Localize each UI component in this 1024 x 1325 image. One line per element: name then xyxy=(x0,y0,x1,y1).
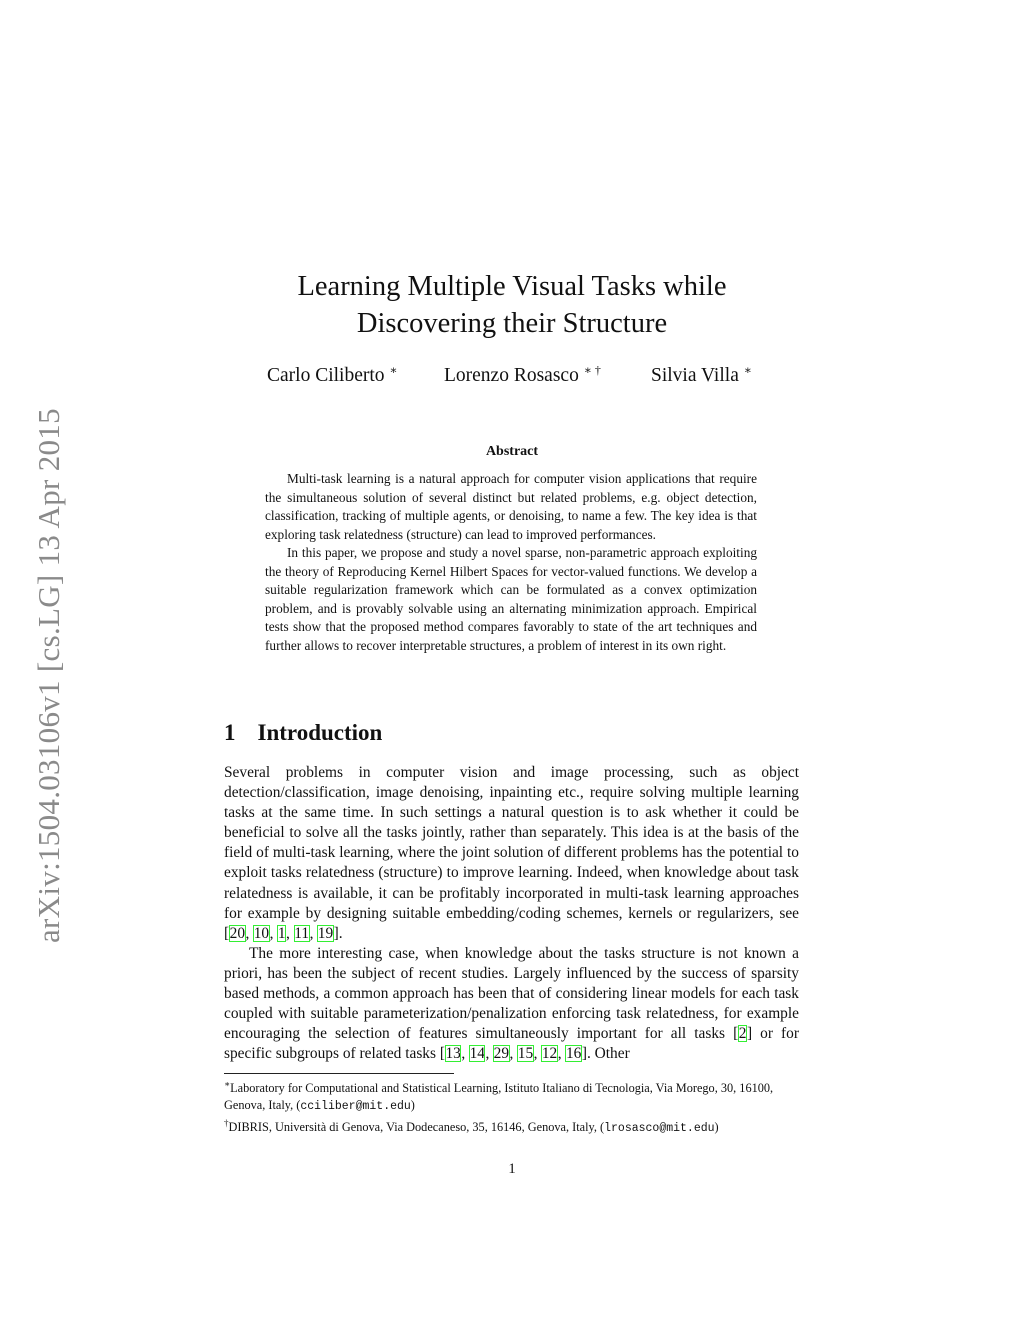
page-number: 1 xyxy=(508,1161,516,1177)
citation-link[interactable]: 12 xyxy=(541,1045,558,1063)
citation-link[interactable]: 14 xyxy=(469,1045,485,1063)
section-heading xyxy=(224,720,382,746)
section-number: 1 xyxy=(224,720,236,745)
intro-p1-text: Several problems in computer vision and image processing, such as object detection/classification, image denoising, inpainting etc., require solving multiple learning tasks at the same time. In such settings a natural question is to ask whether it could be beneficial to solve all the tasks jointly, rather than separately. This idea is at the basis of the field of multi-task learning, where the joint solution of different problems has the potential to exploit tasks relatedness (structure) to improve learning. Indeed, when knowledge about task relatedness is available, it can be profitably incorporated in multi-task learning approaches for example by designing suitable embedding/coding schemes, kernels or regularizers, see [ xyxy=(224,764,799,942)
citation-link[interactable]: 10 xyxy=(253,924,270,942)
footnote-2 xyxy=(224,1115,799,1138)
author-2-affiliation-mark: ∗ † xyxy=(583,363,601,377)
intro-p2-end: ]. Other xyxy=(581,1045,630,1063)
citation-link[interactable]: 19 xyxy=(317,924,334,942)
author-3-affiliation-mark: ∗ xyxy=(743,363,752,377)
author-3-name: Silvia Villa xyxy=(651,365,739,386)
section-title: Introduction xyxy=(257,720,383,745)
footnote-1-close: ) xyxy=(410,1097,415,1112)
footnote-1 xyxy=(224,1076,799,1115)
arxiv-identifier-sidebar: arXiv:1504.03106v1 [cs.LG] 13 Apr 2015 xyxy=(31,408,66,943)
author-1-affiliation-mark: ∗ xyxy=(389,363,398,377)
abstract-paragraph-1: Multi-task learning is a natural approach for computer vision applications that require the simultaneous solution of several distinct but related problems, e.g. object detection, classification, tracking of multiple agents, or denoising, to name a few. The key idea is that exploring task relatedness (structure) can lead to improved performances. xyxy=(265,471,757,542)
intro-p2-text: The more interesting case, when knowledge about the tasks structure is not known a priori, has been the subject of recent studies. Largely influenced by the success of sparsity based methods, a common approach has been that of considering linear models for each task coupled with suitable parameterization/penalization enforcing task relatedness, for example encouraging the selection of features simultaneously important for all tasks [ xyxy=(224,944,799,1043)
author-1-name: Carlo Ciliberto xyxy=(267,365,385,386)
citation-link[interactable]: 20 xyxy=(229,924,246,942)
paper-title xyxy=(0,268,1024,342)
author-3 xyxy=(651,363,752,387)
title-line-2: Discovering their Structure xyxy=(356,308,668,339)
citation-link[interactable]: 11 xyxy=(294,924,310,942)
email-link[interactable]: cciliber@mit.edu xyxy=(300,1099,411,1113)
citation-link[interactable]: 13 xyxy=(445,1045,461,1063)
citation-link[interactable]: 29 xyxy=(493,1045,510,1063)
footnote-1-mark: ∗ xyxy=(224,1079,231,1089)
author-list xyxy=(0,363,1024,389)
citation-link[interactable]: 1 xyxy=(277,924,286,942)
footnotes xyxy=(224,1076,799,1138)
author-2 xyxy=(444,363,601,387)
footnote-2-mark: † xyxy=(224,1118,229,1128)
email-link[interactable]: lrosasco@mit.edu xyxy=(604,1122,715,1135)
intro-paragraph-2: The more interesting case, when knowledge about the tasks structure is not known a priori, has been the subject of recent studies. Largely influenced by the success of sparsity based methods, a common approach has been that of considering linear models for each task coupled with suitable parameterization/penalization enforcing task relatedness, for example encouraging the selection of features simultaneously important for all tasks [2] or for specific subgroups of related tasks [13, 14, 29, 15, 12, 16]. Other xyxy=(224,944,800,1063)
author-2-name: Lorenzo Rosasco xyxy=(444,365,579,386)
intro-p2-mid: ] or for specific subgroups of related tasks [ xyxy=(224,1025,800,1063)
footnote-1-text: Laboratory for Computational and Statistical Learning, Istituto Italiano di Tecnologia, Via Morego, 30, 16100, Genova, Italy, ( xyxy=(224,1081,774,1112)
introduction-body xyxy=(224,763,799,1064)
intro-paragraph-1: Several problems in computer vision and image processing, such as object detection/classification, image denoising, inpainting etc., require solving multiple learning tasks at the same time. In such settings a natural question is to ask whether it could be beneficial to solve all the tasks jointly, rather than separately. This idea is at the basis of the field of multi-task learning, where the joint solution of different problems has the potential to exploit tasks relatedness (structure) to improve learning. Indeed, when knowledge about task relatedness is available, it can be profitably incorporated in multi-task learning approaches for example by designing suitable embedding/coding schemes, kernels or regularizers, see [20, 10, 1, 11, 19]. xyxy=(224,764,799,942)
abstract-body xyxy=(265,470,757,655)
citation-link[interactable]: 2 xyxy=(738,1025,747,1043)
footnote-2-text: DIBRIS, Università di Genova, Via Dodecaneso, 35, 16146, Genova, Italy, ( xyxy=(228,1120,605,1134)
author-1 xyxy=(267,363,398,387)
footnote-rule xyxy=(224,1073,454,1074)
citation-link[interactable]: 16 xyxy=(565,1045,582,1063)
title-line-1: Learning Multiple Visual Tasks while xyxy=(297,271,727,302)
abstract-paragraph-2: In this paper, we propose and study a novel sparse, non-parametric approach exploiting the theory of Reproducing Kernel Hilbert Spaces for vector-valued functions. We develop a suitable regularization framework which can be formulated as a convex optimization problem, and is provably solvable using an alternating minimization approach. Empirical tests show that the proposed method compares favorably to state of the art techniques and further allows to recover interpretable structures, a problem of interest in its own right. xyxy=(265,545,757,653)
footnote-2-close: ) xyxy=(714,1120,719,1134)
citation-link[interactable]: 15 xyxy=(517,1045,534,1063)
abstract-heading: Abstract xyxy=(485,444,539,459)
intro-p1-end: ]. xyxy=(333,924,343,942)
